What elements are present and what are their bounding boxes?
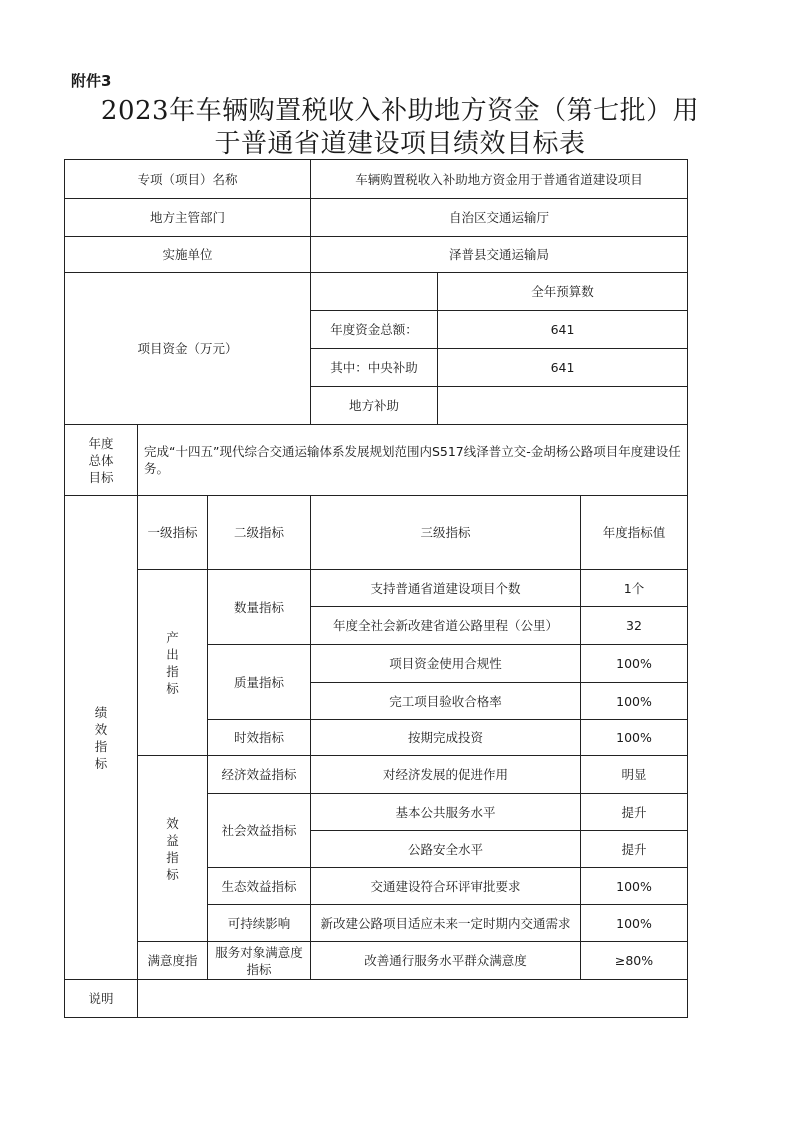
indicator-value: 100% <box>581 720 688 756</box>
output-indicators-label <box>138 570 208 756</box>
title-line-2: 于普通省道建设项目绩效目标表 <box>214 129 586 159</box>
annual-goal-label <box>65 425 138 496</box>
benefit-indicators-label <box>138 756 208 942</box>
funds-total-value: 641 <box>438 311 688 349</box>
level3-indicator: 新改建公路项目适应未来一定时期内交通需求 <box>311 905 581 942</box>
perf-label-char: 绩 <box>94 704 108 720</box>
output-label-char: 出 <box>166 646 179 662</box>
indicator-value: ≥80% <box>581 942 688 980</box>
benefit-label-char: 指 <box>166 849 179 865</box>
social-indicators: 社会效益指标 <box>208 794 311 868</box>
project-name-value: 车辆购置税收入补助地方资金用于普通省道建设项目 <box>311 160 688 199</box>
funds-central-value: 641 <box>438 349 688 387</box>
implementer-value: 泽普县交通运输局 <box>311 237 688 273</box>
funds-label: 项目资金（万元） <box>65 273 311 425</box>
level3-indicator: 交通建设符合环评审批要求 <box>311 868 581 905</box>
level3-indicator: 支持普通省道建设项目个数 <box>311 570 581 607</box>
quantity-indicators: 数量指标 <box>208 570 311 645</box>
funds-central-label: 其中：中央补助 <box>311 349 438 387</box>
output-label-char: 指 <box>166 663 179 679</box>
header-level1: 一级指标 <box>138 496 208 570</box>
service-satisfaction-indicators: 服务对象满意度指标 <box>208 942 311 980</box>
perf-label-char: 指 <box>94 738 108 754</box>
indicator-value: 100% <box>581 905 688 942</box>
row-project-name <box>65 160 688 199</box>
economic-indicators: 经济效益指标 <box>208 756 311 794</box>
table-row <box>65 756 688 794</box>
indicator-value: 32 <box>581 607 688 645</box>
table-row <box>65 570 688 607</box>
title-line-1: 2023年车辆购置税收入补助地方资金（第七批）用 <box>100 96 700 126</box>
output-label-char: 产 <box>166 629 179 645</box>
annual-goal-label-line: 目标 <box>88 469 114 485</box>
funds-local-label: 地方补助 <box>311 387 438 425</box>
row-perf-headers <box>65 496 688 570</box>
level3-indicator: 对经济发展的促进作用 <box>311 756 581 794</box>
funds-header-blank <box>311 273 438 311</box>
level3-indicator: 公路安全水平 <box>311 831 581 868</box>
indicator-value: 100% <box>581 645 688 683</box>
perf-indicators-label <box>65 496 138 980</box>
notes-label: 说明 <box>65 980 138 1018</box>
level3-indicator: 项目资金使用合规性 <box>311 645 581 683</box>
row-annual-goal <box>65 425 688 496</box>
indicator-value: 100% <box>581 683 688 720</box>
level3-indicator: 基本公共服务水平 <box>311 794 581 831</box>
row-notes <box>65 980 688 1018</box>
level3-indicator: 按期完成投资 <box>311 720 581 756</box>
funds-header: 全年预算数 <box>438 273 688 311</box>
indicator-value: 1个 <box>581 570 688 607</box>
ecological-indicators: 生态效益指标 <box>208 868 311 905</box>
project-name-label: 专项（项目）名称 <box>65 160 311 199</box>
row-department <box>65 199 688 237</box>
benefit-label-char: 效 <box>166 815 179 831</box>
header-value: 年度指标值 <box>581 496 688 570</box>
benefit-label-char: 标 <box>166 866 179 882</box>
sustainable-indicators: 可持续影响 <box>208 905 311 942</box>
header-level2: 二级指标 <box>208 496 311 570</box>
department-value: 自治区交通运输厅 <box>311 199 688 237</box>
quality-indicators: 质量指标 <box>208 645 311 720</box>
output-label-char: 标 <box>166 680 179 696</box>
indicator-value: 明显 <box>581 756 688 794</box>
implementer-label: 实施单位 <box>65 237 311 273</box>
funds-local-value <box>438 387 688 425</box>
header-level3: 三级指标 <box>311 496 581 570</box>
benefit-label-char: 益 <box>166 832 179 848</box>
indicator-value: 提升 <box>581 794 688 831</box>
annual-goal-text: 完成“十四五”现代综合交通运输体系发展规划范围内S517线泽普立交-金胡杨公路项目年度建设任务。 <box>138 425 688 496</box>
funds-total-label: 年度资金总额： <box>311 311 438 349</box>
row-implementer <box>65 237 688 273</box>
annual-goal-label-line: 年度 <box>88 435 114 451</box>
level3-indicator: 改善通行服务水平群众满意度 <box>311 942 581 980</box>
satisfaction-indicators-label: 满意度指 <box>138 942 208 980</box>
attachment-label: 附件3 <box>71 72 112 90</box>
timeliness-indicators: 时效指标 <box>208 720 311 756</box>
level3-indicator: 完工项目验收合格率 <box>311 683 581 720</box>
department-label: 地方主管部门 <box>65 199 311 237</box>
perf-label-char: 效 <box>94 721 108 737</box>
indicator-value: 提升 <box>581 831 688 868</box>
page-title <box>60 95 740 161</box>
row-funds-header <box>65 273 688 311</box>
performance-target-table <box>64 159 688 1018</box>
perf-label-char: 标 <box>94 755 108 771</box>
annual-goal-label-line: 总体 <box>88 452 114 468</box>
notes-value <box>138 980 688 1018</box>
indicator-value: 100% <box>581 868 688 905</box>
level3-indicator: 年度全社会新改建省道公路里程（公里） <box>311 607 581 645</box>
table-row <box>65 942 688 980</box>
